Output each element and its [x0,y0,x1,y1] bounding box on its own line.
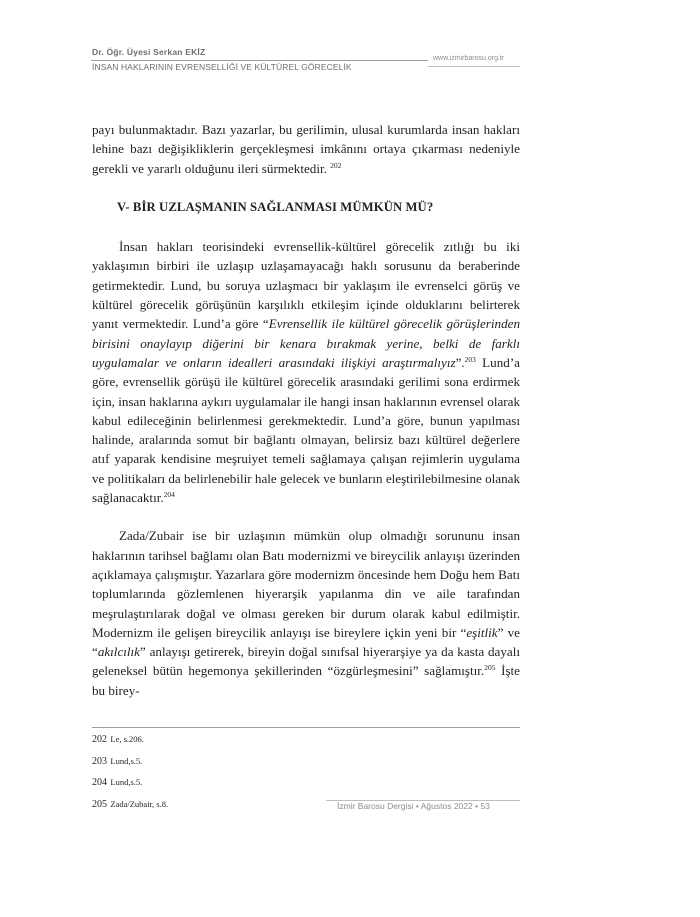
footnote-text: Zada/Zubair, s.8. [110,798,169,809]
header-website: www.izmirbarosu.org.tr [433,55,505,62]
paragraph-2-text-b: ”. [455,354,465,370]
footnote-number: 205 [92,798,107,810]
paragraph-3-text-b: ” ve “ [92,624,520,660]
footnote-ref-204: 204 [163,490,175,500]
paragraph-2-text-a: İnsan hakları teorisindeki evrensellik-kültürel görecelik zıtlığı bu iki yaklaşımın birbiri ile uzlaşıp uzlaşamayacağı haklı sorusunu da beraberinde getirmektedir. Lund, bu soruya uzlaşmacı bir yaklaşım ile evrenselci görüş ve kültürel görecelik görüşünün karşılıklı etkileşim içinde olduklarını belirterek yanıt vermektedir. Lund’a göre “ [92,239,520,332]
footnote-number: 203 [92,755,107,767]
footnote-text: Lund,s.5. [110,755,143,766]
paragraph-3 [92,526,520,700]
header-rule [91,60,428,61]
page-footer: İzmir Barosu Dergisi • Ağustos 2022 • 53 [337,801,490,811]
footnote-ref-203: 203 [464,354,476,364]
term-equality: eşitlik [466,624,498,640]
footnote-text: Lund,s.5. [110,777,143,787]
header-author: Dr. Öğr. Üyesi Serkan EKİZ [92,47,206,57]
paragraph-3-text-a: Zada/Zubair ise bir uzlaşının mümkün olup olmadığı sorununu insan haklarının tarihsel bağlamı olan Batı modernizmi ve bireycilik anlayışı üzerinden açıklamaya çalışmıştır. Yazarlara göre modernizm öncesinde hem Doğu hem Batı toplumlarında gözlemlenen hiyerarşik yapılanma din ve aile tarafından meşrulaştırılarak doğal ve olması gereken bir durum olarak kabul edilmiştir. Modernizm ile gelişen bireycilik anlayışı ise bireylere içkin yeni bir “ [92,528,520,640]
footnotes [92,729,168,815]
paragraph-gap [92,507,520,526]
paragraph-3-text-c: ” anlayışı getirerek, bireyin doğal sınıfsal hiyerarşiye ya da kasta dayalı geleneksel bütün hegemonya şekillerinden “özgürleşmesini” sağlamıştır. [92,644,520,679]
header-subtitle: İNSAN HAKLARININ EVRENSELLİĞİ VE KÜLTÜREL GÖRECELİK [92,62,352,72]
lund-quote: Evrensellik ile kültürel görecelik görüşlerinden birisini onaylayıp diğerini bir kenara bırakmak yerine, belki de farklı uygulamalar ve onların idealleri arasındaki ilişkiyi araştırmalıyız [92,316,520,370]
footnote-number: 204 [92,777,107,788]
footnote-ref-205: 205 [484,663,496,673]
footnote-ref-202: 202 [330,160,342,170]
page-body [92,120,520,700]
paragraph-3-text-d: İşte bu birey- [92,663,520,698]
paragraph-2 [92,237,520,507]
footnote-rule [92,727,520,728]
paragraph-1-text: payı bulunmaktadır. Bazı yazarlar, bu gerilimin, ulusal kurumlarda insan hakları lehine bazı değişikliklerin gerçekleşmesi imkânını ortaya çıkarması nedeniyle gerekli ve yararlı olduğunu ileri sürmektedir. [92,122,520,176]
footnote-number: 202 [92,734,107,745]
paragraph-1 [92,120,520,178]
footnote [92,794,168,816]
footnote-text: Le, s.206. [110,734,144,744]
footnote [92,751,168,773]
header-rule-right [428,66,520,67]
footnote [92,729,168,751]
section-heading: V- BİR UZLAŞMANIN SAĞLANMASI MÜMKÜN MÜ? [117,199,434,214]
term-rationality: akılcılık [97,644,140,660]
paragraph-2-text-c: Lund’a göre, evrensellik görüşü ile kültürel görecelik arasındaki gerilimi sona erdirmek için, insan haklarına aykırı uygulamalar ile hangi insan haklarının evrensel olarak kabul edileceğinin belirlenmesi gerekmektedir. Lund’a göre, bunun yapılması halinde, aralarında somut bir bağlantı olmayan, belirsiz bazı kültürel değerlere atıf yaparak kendisine meşruiyet temeli sağlamaya çalışan rejimlerin uygulama ve politikaları da belirlenebilir hale gelecek ve bunların eleştirilebilmesine olanak sağlanacaktır. [92,354,520,506]
footnote [92,772,168,794]
